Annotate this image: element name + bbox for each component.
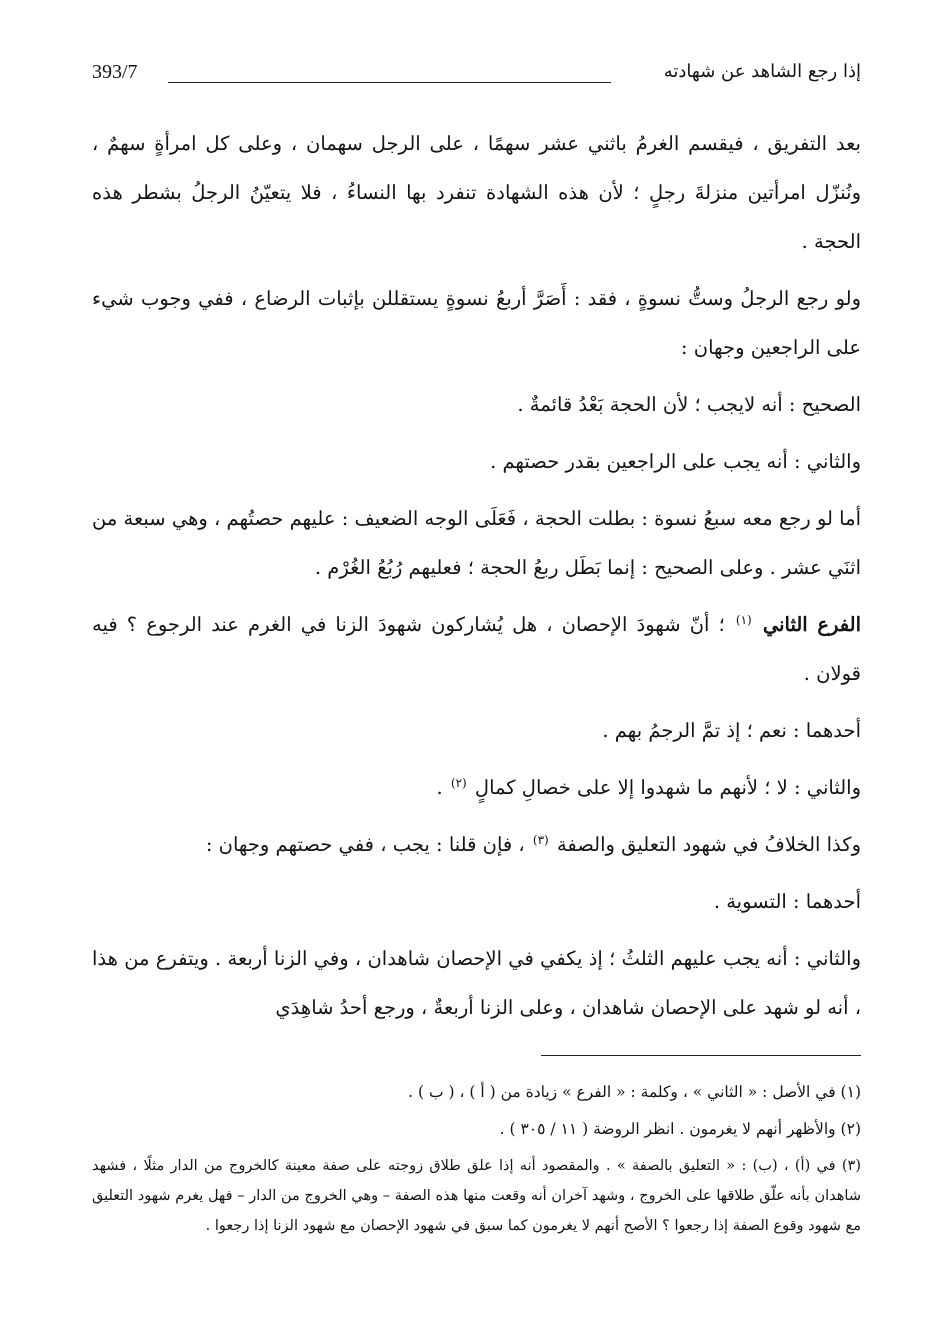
paragraph-4: والثاني : أنه يجب على الراجعين بقدر حصتهم . [490, 450, 861, 473]
paragraph-8-text: والثاني : لا ؛ لأنهم ما شهدوا إلا على خصالِ كمالٍ [474, 776, 861, 799]
footnotes [92, 1077, 861, 1247]
footnote-3: (٣) في (أ) ، (ب) : « التعليق بالصفة » . والمقصود أنه إذا علق طلاق زوجته على صفة معينة كالخروج من الدار مثلًا ، فشهد شاهدان بأنه علّق طلاقها على الخروج ، وشهد آخران أنه وقعت منها هذه الصفة – وهي الخروج من الدار – فهل يغرم شهود التعليق مع شهود وقوع الصفة إذا رجعوا ؟ الأصح أنهم لا يغرمون كما سبق في شهود الإحصان مع شهود الزنا إذا رجعوا . [92, 1158, 861, 1234]
footnote-ref-3[interactable]: (٣) [532, 832, 549, 847]
footnote-1: (١) في الأصل : « الثاني » ، وكلمة : « الفرع » زيادة من ( أ ) ، ( ب ) . [408, 1083, 861, 1101]
paragraph-10: أحدهما : التسوية . [713, 890, 861, 913]
book-page [92, 55, 861, 1311]
header-rule [168, 82, 611, 83]
paragraph-9-text: وكذا الخلافُ في شهود التعليق والصفة [556, 833, 861, 856]
paragraph-9-end: ، فإن قلنا : يجب ، ففي حصتهم وجهان : [205, 833, 525, 856]
paragraph-2: ولو رجع الرجلُ وستُّ نسوةٍ ، فقد : أَصَرَّ أربعُ نسوةٍ يستقللن بإثبات الرضاع ، ففي وجوب شيء على الراجعين وجهان : [92, 287, 861, 359]
paragraph-5: أما لو رجع معه سبعُ نسوة : بطلت الحجة ، فَعَلَى الوجه الضعيف : عليهم حصتُهم ، وهي سبعة من اثنَي عشر . وعلى الصحيح : إنما بَطَل ربعُ الحجة ؛ فعليهم رُبُعُ الغُرْم . [92, 507, 861, 579]
paragraph-9 [92, 820, 861, 869]
footnote-2: (٢) والأظهر أنهم لا يغرمون . انظر الروضة ( ١١ / ٣٠٥ ) . [499, 1120, 861, 1138]
body-text [92, 119, 861, 1032]
footnote-ref-2[interactable]: (٢) [450, 775, 467, 790]
paragraph-8 [92, 763, 861, 812]
paragraph-6-text: ؛ أنّ شهودَ الإحصان ، هل يُشاركون شهودَ الزنا في الغرم عند الرجوع ؟ فيه قولان . [92, 613, 861, 685]
running-title: إذا رجع الشاهد عن شهادته [663, 61, 861, 82]
footnote-divider [541, 1055, 861, 1056]
paragraph-1: بعد التفريق ، فيقسم الغرمُ باثني عشر سهمًا ، على الرجل سهمان ، وعلى كل امرأةٍ سهمٌ ، ونُنزّل امرأتين منزلةَ رجلٍ ؛ لأن هذه الشهادة تنفرد بها النساءُ ، فلا يتعيّنُ الرجلُ بشطر هذه الحجة . [92, 132, 861, 253]
footnote-ref-1[interactable]: (١) [735, 612, 752, 627]
page-header [92, 55, 861, 95]
paragraph-6 [92, 600, 861, 698]
section-heading: الفرع الثاني [762, 613, 862, 636]
paragraph-11: والثاني : أنه يجب عليهم الثلثُ ؛ إذ يكفي في الإحصان شاهدان ، وفي الزنا أربعة . ويتفرع من هذا ، أنه لو شهد على الإحصان شاهدان ، وعلى الزنا أربعةٌ ، ورجع أحدُ شاهِدَي [92, 947, 861, 1019]
paragraph-7: أحدهما : نعم ؛ إذ تمَّ الرجمُ بهم . [602, 719, 861, 742]
page-number: 393/7 [92, 61, 138, 83]
paragraph-3: الصحيح : أنه لايجب ؛ لأن الحجة بَعْدُ قائمةٌ . [517, 393, 861, 416]
paragraph-8-end: . [436, 776, 443, 799]
